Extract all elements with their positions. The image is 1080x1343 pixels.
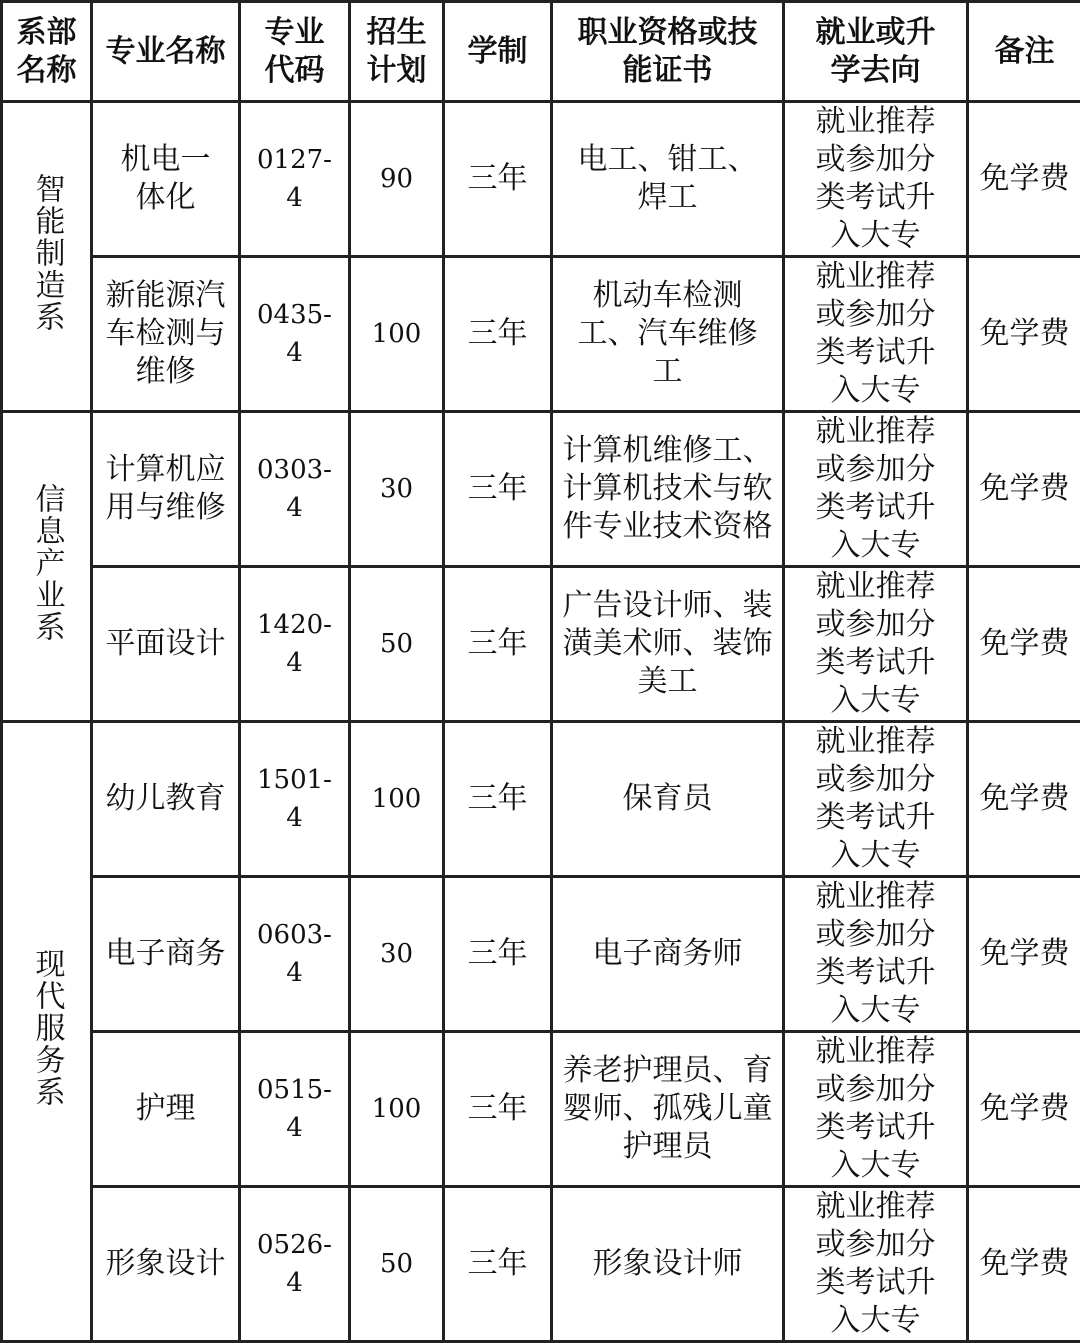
path-cell: 就业推荐或参加分类考试升入大专: [784, 1032, 968, 1187]
cert-cell: 养老护理员、育婴师、孤残儿童护理员: [552, 1032, 784, 1187]
note-cell: 免学费: [968, 877, 1080, 1032]
table-row: [2, 567, 1080, 722]
header-duration: 学制: [444, 2, 552, 102]
code-cell: 1420-4: [240, 567, 350, 722]
cert-cell: 保育员: [552, 722, 784, 877]
major-cell: 电子商务: [92, 877, 240, 1032]
dept-name: 信息产业系: [30, 483, 64, 643]
path-cell: 就业推荐或参加分类考试升入大专: [784, 412, 968, 567]
major-cell: 计算机应用与维修: [92, 412, 240, 567]
major-cell: 新能源汽车检测与维修: [92, 257, 240, 412]
duration-cell: 三年: [444, 257, 552, 412]
path-cell: 就业推荐或参加分类考试升入大专: [784, 567, 968, 722]
dept-name: 现代服务系: [30, 948, 64, 1108]
table-row: [2, 257, 1080, 412]
table-row: [2, 412, 1080, 567]
path-cell: 就业推荐或参加分类考试升入大专: [784, 257, 968, 412]
table-row: [2, 102, 1080, 257]
major-cell: 平面设计: [92, 567, 240, 722]
plan-cell: 30: [350, 412, 444, 567]
header-code: 专业代码: [240, 2, 350, 102]
code-cell: 0515-4: [240, 1032, 350, 1187]
code-cell: 0526-4: [240, 1187, 350, 1342]
duration-cell: 三年: [444, 877, 552, 1032]
cert-cell: 广告设计师、装潢美术师、装饰美工: [552, 567, 784, 722]
header-dept: 系部名称: [2, 2, 92, 102]
duration-cell: 三年: [444, 102, 552, 257]
code-cell: 0603-4: [240, 877, 350, 1032]
plan-cell: 100: [350, 722, 444, 877]
code-cell: 0303-4: [240, 412, 350, 567]
header-row: [2, 2, 1080, 102]
header-path: 就业或升学去向: [784, 2, 968, 102]
table-row: [2, 877, 1080, 1032]
major-cell: 形象设计: [92, 1187, 240, 1342]
cert-cell: 形象设计师: [552, 1187, 784, 1342]
table-row: [2, 722, 1080, 877]
path-cell: 就业推荐或参加分类考试升入大专: [784, 877, 968, 1032]
major-cell: 机电一体化: [92, 102, 240, 257]
code-cell: 0127-4: [240, 102, 350, 257]
dept-cell: [2, 412, 92, 722]
plan-cell: 100: [350, 257, 444, 412]
major-cell: 护理: [92, 1032, 240, 1187]
major-cell: 幼儿教育: [92, 722, 240, 877]
dept-cell: [2, 722, 92, 1342]
duration-cell: 三年: [444, 567, 552, 722]
header-major: 专业名称: [92, 2, 240, 102]
plan-cell: 50: [350, 567, 444, 722]
plan-cell: 30: [350, 877, 444, 1032]
note-cell: 免学费: [968, 722, 1080, 877]
cert-cell: 计算机维修工、计算机技术与软件专业技术资格: [552, 412, 784, 567]
cert-cell: 机动车检测工、汽车维修工: [552, 257, 784, 412]
path-cell: 就业推荐或参加分类考试升入大专: [784, 1187, 968, 1342]
table-row: [2, 1032, 1080, 1187]
note-cell: 免学费: [968, 567, 1080, 722]
code-cell: 0435-4: [240, 257, 350, 412]
duration-cell: 三年: [444, 722, 552, 877]
duration-cell: 三年: [444, 1187, 552, 1342]
duration-cell: 三年: [444, 412, 552, 567]
plan-cell: 90: [350, 102, 444, 257]
note-cell: 免学费: [968, 102, 1080, 257]
cert-cell: 电子商务师: [552, 877, 784, 1032]
code-cell: 1501-4: [240, 722, 350, 877]
header-plan: 招生计划: [350, 2, 444, 102]
dept-cell: [2, 102, 92, 412]
note-cell: 免学费: [968, 1032, 1080, 1187]
cert-cell: 电工、钳工、焊工: [552, 102, 784, 257]
note-cell: 免学费: [968, 257, 1080, 412]
path-cell: 就业推荐或参加分类考试升入大专: [784, 102, 968, 257]
dept-name: 智能制造系: [30, 173, 64, 333]
duration-cell: 三年: [444, 1032, 552, 1187]
plan-cell: 100: [350, 1032, 444, 1187]
table-row: [2, 1187, 1080, 1342]
header-cert: 职业资格或技能证书: [552, 2, 784, 102]
note-cell: 免学费: [968, 1187, 1080, 1342]
plan-cell: 50: [350, 1187, 444, 1342]
note-cell: 免学费: [968, 412, 1080, 567]
path-cell: 就业推荐或参加分类考试升入大专: [784, 722, 968, 877]
header-note: 备注: [968, 2, 1080, 102]
